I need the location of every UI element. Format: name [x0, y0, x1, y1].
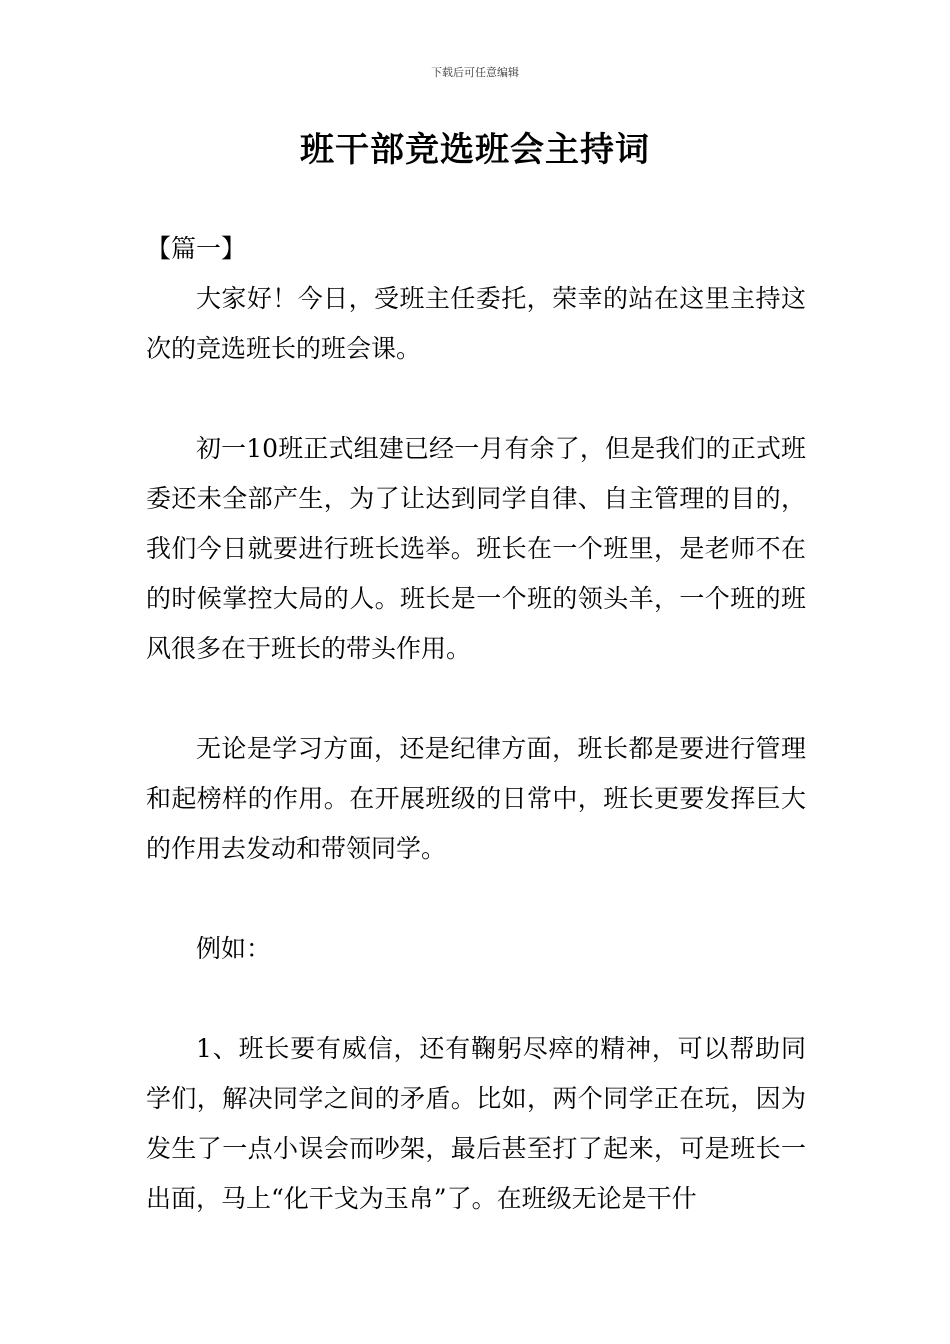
paragraph-spacer	[146, 874, 806, 924]
section-label: 【篇一】	[146, 234, 247, 263]
page-header-note: 下载后可任意编辑	[431, 66, 519, 79]
paragraph-example-one: 1、班长要有威信，还有鞠躬尽瘁的精神，可以帮助同学们，解决同学之间的矛盾。比如，两个同学正在玩，因为发生了一点小误会而吵架，最后甚至打了起来，可是班长一出面，马上“化干戈为玉帛”了。在班级无论是干什	[146, 1034, 806, 1213]
paragraph-spacer	[146, 374, 806, 424]
paragraph-class-intro: 初一10班正式组建已经一月有余了，但是我们的正式班委还未全部产生，为了让达到同学自律、自主管理的目的，我们今日就要进行班长选举。班长在一个班里，是老师不在的时候掌控大局的人。班长是一个班的领头羊，一个班的班风很多在于班长的带头作用。	[146, 434, 806, 663]
paragraph-spacer	[146, 674, 806, 724]
paragraph-monitor-role: 无论是学习方面，还是纪律方面，班长都是要进行管理和起榜样的作用。在开展班级的日常中，班长更要发挥巨大的作用去发动和带领同学。	[146, 734, 806, 863]
paragraph-greeting: 大家好！今日，受班主任委托，荣幸的站在这里主持这次的竞选班长的班会课。	[146, 284, 806, 363]
paragraph-spacer	[146, 974, 806, 1024]
document-body	[146, 224, 806, 1224]
paragraph-example-label: 例如：	[196, 934, 272, 963]
document-title: 班干部竞选班会主持词	[300, 130, 650, 170]
